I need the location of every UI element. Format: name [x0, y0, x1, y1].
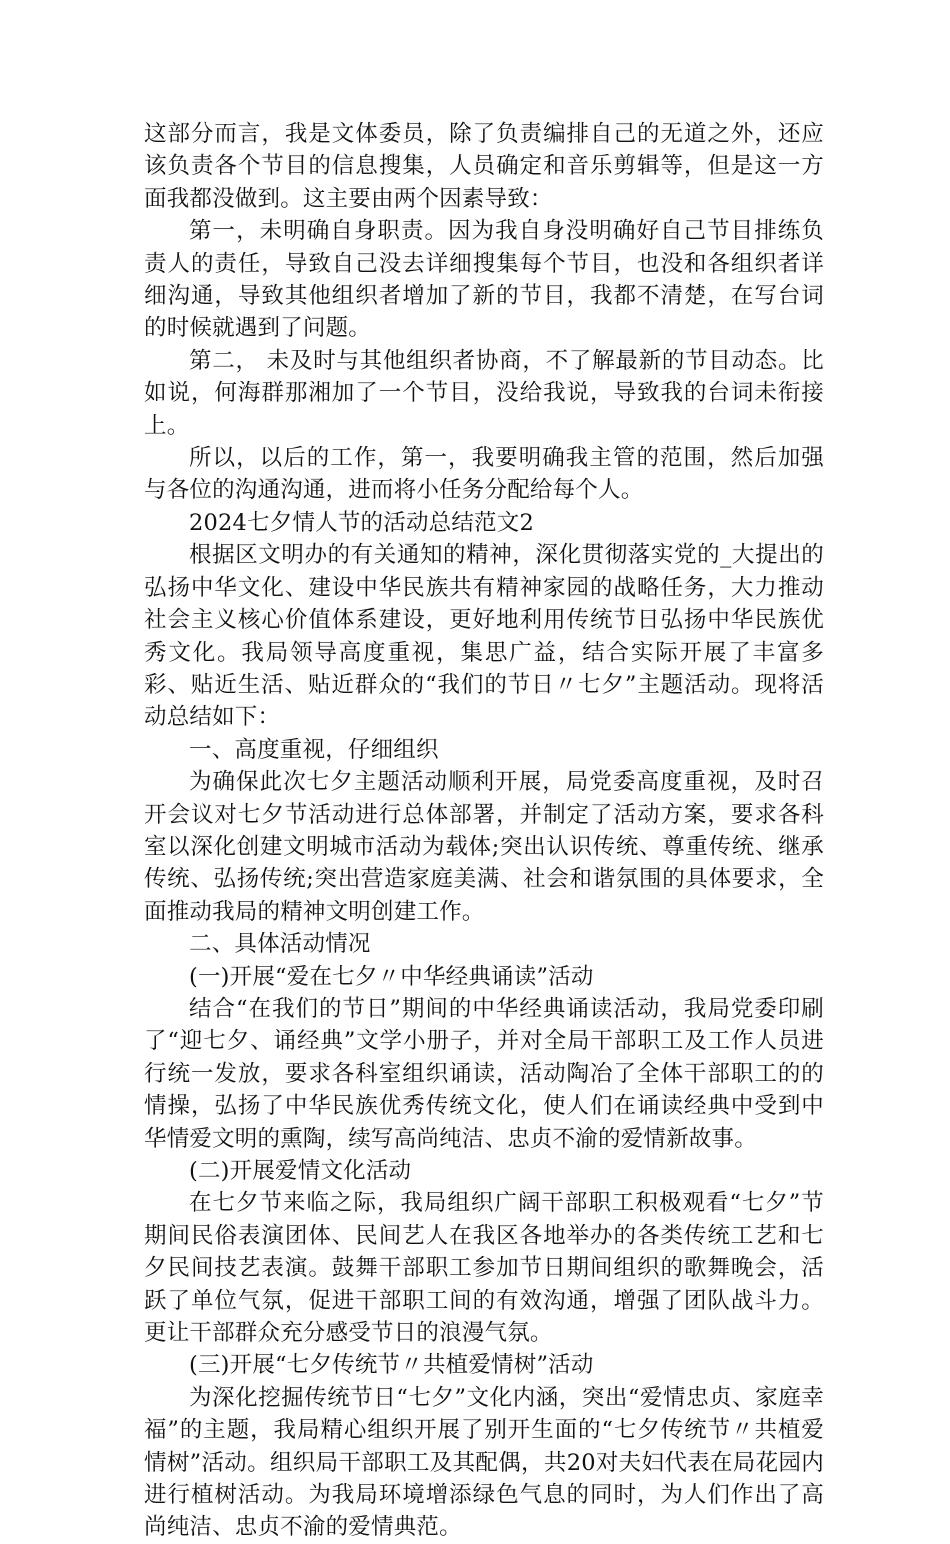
subheading-activity-two: (二)开展爱情文化活动: [189, 1158, 412, 1184]
paragraph-continuation: 这部分而言，我是文体委员，除了负责编排自己的无道之外，还应该负责各个节目的信息搜集，人员确定和音乐剪辑等，但是这一方面我都没做到。这主要由两个因素导致：: [144, 121, 824, 212]
paragraph-second-point: 第二， 未及时与其他组织者协商，不了解最新的节目动态。比如说，何海群那湘加了一个节目，没给我说，导致我的台词未衔接上。: [144, 347, 824, 439]
paragraph-intro: 根据区文明办的有关通知的精神，深化贯彻落实党的_大提出的弘扬中华文化、建设中华民族共有精神家园的战略任务，大力推动社会主义核心价值体系建设，更好地利用传统节日弘扬中华民族优秀文化。我局领导高度重视，集思广益，结合实际开展了丰富多彩、贴近生活、贴近群众的“我们的节日〃七夕”主题活动。现将活动总结如下：: [144, 542, 824, 731]
section-title: 2024七夕情人节的活动总结范文2: [189, 509, 534, 536]
paragraph-conclusion: 所以，以后的工作，第一，我要明确我主管的范围，然后加强与各位的沟通沟通，进而将小任务分配给每个人。: [144, 445, 824, 504]
paragraph-first-point: 第一，未明确自身职责。因为我自身没明确好自己节目排练负责人的责任，导致自己没去详细搜集每个节目，也没和各组织者详细沟通，导致其他组织者增加了新的节目，我都不清楚，在写台词的时候就遇到了问题。: [144, 218, 824, 342]
subheading-activity-three: (三)开展“七夕传统节〃共植爱情树”活动: [189, 1352, 594, 1379]
document-page: [144, 118, 824, 1544]
paragraph-activity-two: 在七夕节来临之际，我局组织广阔干部职工积极观看“七夕”节期间民俗表演团体、民间艺人在我区各地举办的各类传统工艺和七夕民间技艺表演。鼓舞干部职工参加节日期间组织的歌舞晚会，活跃了单位气氛，促进干部职工间的有效沟通，增强了团队战斗力。更让干部群众充分感受节日的浪漫气氛。: [144, 1190, 824, 1347]
paragraph-activity-one: 结合“在我们的节日”期间的中华经典诵读活动，我局党委印刷了“迎七夕、诵经典”文学小册子，并对全局干部职工及工作人员进行统一发放，要求各科室组织诵读，活动陶冶了全体干部职工的的情操，弘扬了中华民族优秀传统文化，使人们在诵读经典中受到中华情爱文明的熏陶，续写高尚纯洁、忠贞不渝的爱情新故事。: [144, 995, 824, 1152]
paragraph-part-one: 为确保此次七夕主题活动顺利开展，局党委高度重视，及时召开会议对七夕节活动进行总体部署，并制定了活动方案，要求各科室以深化创建文明城市活动为载体;突出认识传统、尊重传统、继承传统、弘扬传统;突出营造家庭美满、社会和谐氛围的具体要求，全面推动我局的精神文明创建工作。: [144, 769, 824, 925]
paragraph-activity-three: 为深化挖掘传统节日“七夕”文化内涵，突出“爱情忠贞、家庭幸福”的主题，我局精心组织开展了别开生面的“七夕传统节〃共植爱情树”活动。组织局干部职工及其配偶，共20对夫妇代表在局花园内进行植树活动。为我局环境增添绿色气息的同时，为人们作出了高尚纯洁、忠贞不渝的爱情典范。: [144, 1384, 824, 1541]
subheading-activity-one: (一)开展“爱在七夕〃中华经典诵读”活动: [189, 963, 594, 990]
heading-part-one: 一、高度重视，仔细组织: [189, 736, 439, 763]
heading-part-two: 二、具体活动情况: [189, 931, 371, 958]
